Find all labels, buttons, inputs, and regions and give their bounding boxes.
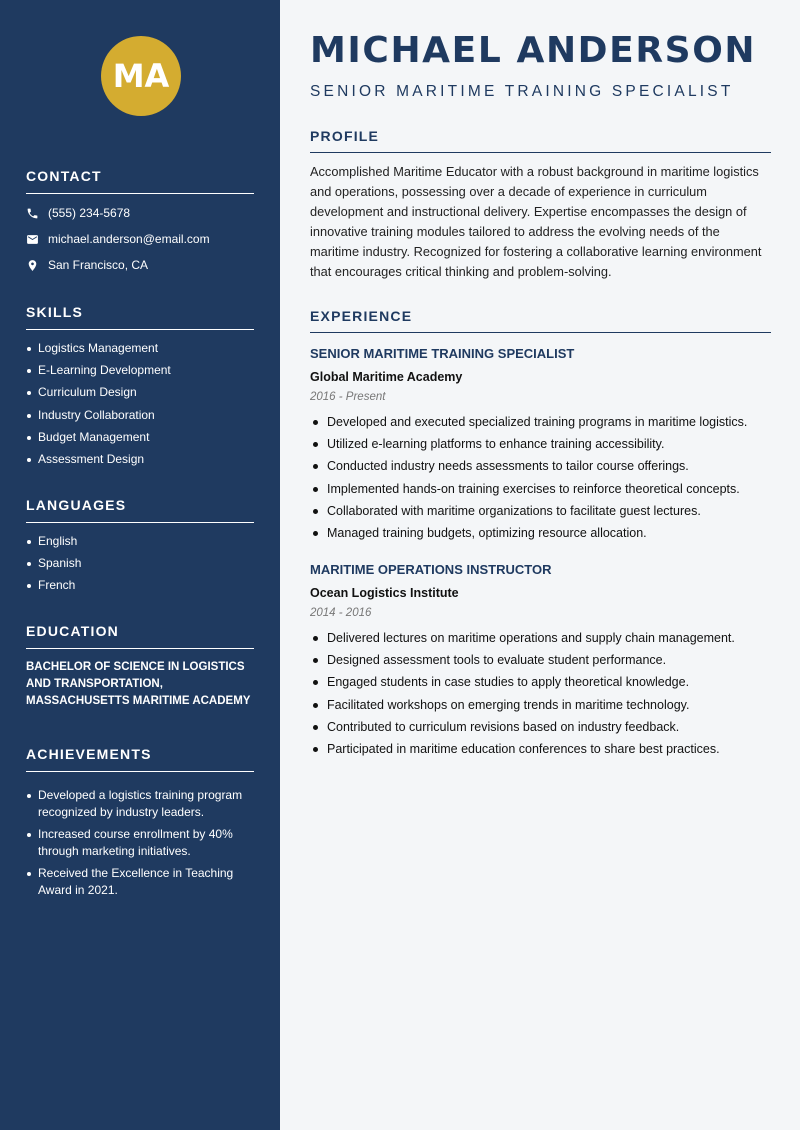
languages-heading: LANGUAGES	[26, 497, 254, 523]
phone-text[interactable]: (555) 234-5678	[48, 206, 131, 220]
skill-item: Logistics Management	[26, 340, 254, 357]
job-company: Ocean Logistics Institute	[310, 586, 459, 600]
job-dates: 2016 - Present	[310, 391, 386, 403]
job-dates: 2014 - 2016	[310, 607, 372, 619]
language-item: Spanish	[26, 555, 254, 572]
job-bullet: Contributed to curriculum revisions based on industry feedback.	[310, 716, 771, 738]
profile-text: Accomplished Maritime Educator with a robust background in maritime logistics and operations, possessing over a decade of experience in curriculum development and instructional delivery. Expertise encompasses the design of innovative training modules tailored to address the evolving needs of the maritime industry. Recognized for fostering a collaborative learning environment that encourages critical thinking and problem-solving.	[310, 164, 762, 279]
contact-email	[26, 226, 254, 252]
job-entry	[310, 562, 771, 760]
achievements-heading: ACHIEVEMENTS	[26, 746, 254, 772]
skill-item: Budget Management	[26, 429, 254, 446]
sidebar	[0, 0, 280, 1130]
job-bullet: Participated in maritime education conferences to share best practices.	[310, 738, 771, 760]
achievement-item: Increased course enrollment by 40% through marketing initiatives.	[26, 826, 254, 860]
education-section	[26, 623, 254, 710]
experience-section	[310, 308, 771, 333]
education-degree	[26, 659, 254, 710]
skills-heading: SKILLS	[26, 304, 254, 330]
email-icon	[26, 233, 39, 246]
email-text[interactable]: michael.anderson@email.com	[48, 232, 210, 246]
job-bullet: Implemented hands-on training exercises to reinforce theoretical concepts.	[310, 478, 771, 500]
achievement-item: Developed a logistics training program recognized by industry leaders.	[26, 787, 254, 821]
experience-heading: EXPERIENCE	[310, 308, 771, 333]
job-bullet: Conducted industry needs assessments to tailor course offerings.	[310, 455, 771, 477]
contact-heading: CONTACT	[26, 168, 254, 194]
job-title: MARITIME OPERATIONS INSTRUCTOR	[310, 562, 552, 577]
job-bullet: Facilitated workshops on emerging trends in maritime technology.	[310, 694, 771, 716]
contact-location	[26, 252, 254, 278]
contact-section	[26, 168, 254, 278]
phone-icon	[26, 207, 39, 220]
candidate-title: SENIOR MARITIME TRAINING SPECIALIST	[310, 83, 734, 100]
job-bullet: Developed and executed specialized training programs in maritime logistics.	[310, 411, 771, 433]
skills-section	[26, 304, 254, 468]
location-text: San Francisco, CA	[48, 258, 149, 272]
job-entry	[310, 346, 771, 544]
job-bullet: Designed assessment tools to evaluate student performance.	[310, 649, 771, 671]
profile-heading: PROFILE	[310, 128, 771, 153]
job-bullet: Delivered lectures on maritime operations and supply chain management.	[310, 627, 771, 649]
avatar: MA	[101, 36, 181, 116]
location-pin-icon	[26, 259, 39, 272]
education-line: BACHELOR OF SCIENCE IN LOGISTICS	[26, 661, 245, 673]
candidate-name: MICHAEL ANDERSON	[310, 30, 757, 71]
skill-item: Assessment Design	[26, 451, 254, 468]
achievements-section	[26, 746, 254, 899]
languages-section	[26, 497, 254, 594]
skill-item: Curriculum Design	[26, 384, 254, 401]
job-title: SENIOR MARITIME TRAINING SPECIALIST	[310, 346, 575, 361]
skill-item: E-Learning Development	[26, 362, 254, 379]
job-bullet: Collaborated with maritime organizations to facilitate guest lectures.	[310, 500, 771, 522]
job-company: Global Maritime Academy	[310, 370, 463, 384]
job-bullet: Utilized e-learning platforms to enhance training accessibility.	[310, 433, 771, 455]
language-item: English	[26, 533, 254, 550]
job-bullet: Engaged students in case studies to apply theoretical knowledge.	[310, 671, 771, 693]
skill-item: Industry Collaboration	[26, 407, 254, 424]
job-bullet: Managed training budgets, optimizing resource allocation.	[310, 522, 771, 544]
profile-section	[310, 128, 771, 282]
education-line: MASSACHUSETTS MARITIME ACADEMY	[26, 695, 251, 707]
contact-phone	[26, 200, 254, 226]
education-heading: EDUCATION	[26, 623, 254, 649]
language-item: French	[26, 577, 254, 594]
education-line: AND TRANSPORTATION,	[26, 678, 163, 690]
achievement-item: Received the Excellence in Teaching Award in 2021.	[26, 865, 254, 899]
